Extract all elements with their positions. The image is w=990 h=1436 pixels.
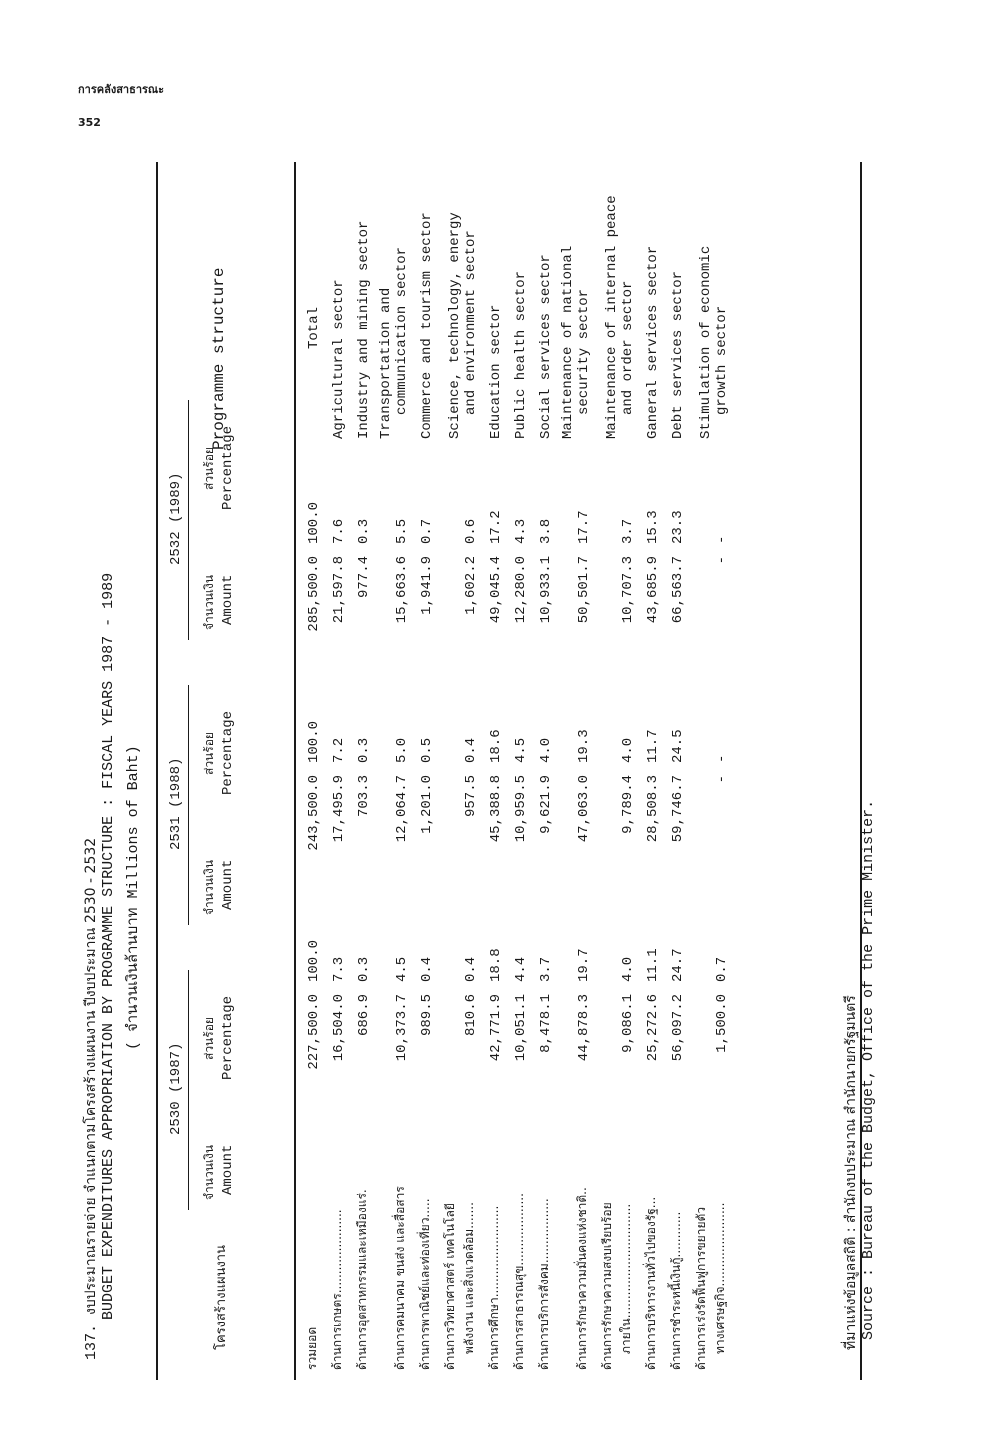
row-programme-label bbox=[413, 170, 438, 453]
rotated-table-page bbox=[60, 140, 880, 1380]
year-header-underline-2 bbox=[188, 400, 189, 640]
row-thai-line: ด้านการรักษาความมั่นคงแห่งชาติ.. bbox=[575, 1187, 589, 1370]
amount-cell: 16,504.0 bbox=[331, 994, 347, 1062]
percentage-header-0: Percentage bbox=[220, 995, 236, 1080]
row-thai-line: ด้านการสาธารณสุข................... bbox=[512, 1193, 526, 1370]
percentage-cell: 0.7 bbox=[714, 956, 730, 982]
row-thai-label bbox=[350, 1110, 375, 1370]
percentage-cell: 17.7 bbox=[576, 510, 592, 544]
amount-cell: 59,746.7 bbox=[670, 775, 686, 843]
row-thai-line: ด้านการชำระหนี้เงินกู้............ bbox=[669, 1211, 683, 1370]
percentage-cell: 4.4 bbox=[513, 956, 529, 982]
percentage-cell: 4.5 bbox=[513, 737, 529, 763]
percentage-cell: 18.8 bbox=[488, 948, 504, 982]
table-title-english: BUDGET EXPENDITURES APPROPRIATION BY PROGRAMME STRUCTURE : FISCAL YEARS 1987 - 1989 bbox=[100, 572, 117, 1320]
amount-cell: 8,478.1 bbox=[538, 994, 554, 1053]
percentage-cell: 0.4 bbox=[463, 737, 479, 763]
percentage-cell: 17.2 bbox=[488, 510, 504, 544]
percentage-cell: 100.0 bbox=[306, 501, 322, 544]
year-header-underline-1 bbox=[188, 685, 189, 925]
row-thai-label bbox=[595, 1110, 639, 1370]
source-english: Source : Bureau of the Budget, Office of the Prime Minister. bbox=[860, 799, 877, 1340]
top-rule bbox=[156, 162, 158, 1380]
programme-line: Maintenance of internal peace bbox=[604, 195, 620, 439]
table-row bbox=[532, 170, 557, 1370]
programme-line: Stimulation of economic bbox=[698, 245, 714, 439]
year-header-underline-0 bbox=[188, 970, 189, 1210]
amount-cell: 977.4 bbox=[356, 556, 372, 599]
year-header-1: 2531 (1988) bbox=[168, 757, 184, 850]
row-thai-line: ด้านการวิทยาศาสตร์ เทคโนโลยี bbox=[443, 1203, 457, 1370]
row-thai-label bbox=[413, 1110, 438, 1370]
amount-cell: 810.6 bbox=[463, 994, 479, 1037]
amount-cell: 1,201.0 bbox=[419, 775, 435, 834]
row-thai-line: ด้านการคมนาคม ขนส่ง และสื่อสาร bbox=[393, 1186, 407, 1370]
header-structure-thai: โครงสร้างแผนงาน bbox=[214, 1245, 229, 1350]
amount-cell: 227,500.0 bbox=[306, 994, 322, 1070]
table-row bbox=[350, 170, 375, 1370]
amount-cell: 9,621.9 bbox=[538, 775, 554, 834]
amount-header-thai-2: จำนวนเงิน bbox=[202, 574, 216, 630]
table-row bbox=[507, 170, 532, 1370]
table-unit: ( จำนวนเงินล้านบาท Millions of Baht) bbox=[125, 745, 142, 1050]
row-thai-label bbox=[482, 1110, 507, 1370]
row-programme-label bbox=[325, 170, 350, 453]
amount-cell: 989.5 bbox=[419, 994, 435, 1037]
percentage-cell: 4.0 bbox=[620, 956, 636, 982]
programme-line: Total bbox=[306, 306, 322, 349]
percentage-cell: 18.6 bbox=[488, 729, 504, 763]
percentage-cell: 15.3 bbox=[645, 510, 661, 544]
amount-header-thai-0: จำนวนเงิน bbox=[202, 1144, 216, 1200]
amount-cell: 17,495.9 bbox=[331, 775, 347, 843]
table-row bbox=[595, 170, 639, 1370]
percentage-header-thai-0: ส่วนร้อย bbox=[202, 1017, 216, 1060]
table-number: 137. bbox=[83, 1323, 100, 1360]
row-thai-line: ด้านการบริหารงานทั่วไปของรัฐ... bbox=[644, 1196, 658, 1370]
programme-line: Industry and mining sector bbox=[356, 220, 372, 439]
percentage-cell: 0.3 bbox=[356, 956, 372, 982]
amount-cell: 28,508.3 bbox=[645, 775, 661, 843]
row-thai-line: ด้านการเกษตร...................... bbox=[330, 1209, 344, 1370]
amount-cell: 10,051.1 bbox=[513, 994, 529, 1062]
row-thai-label bbox=[507, 1110, 532, 1370]
percentage-cell: 0.6 bbox=[463, 518, 479, 544]
amount-cell: 15,663.6 bbox=[394, 556, 410, 624]
amount-cell: 66,563.7 bbox=[670, 556, 686, 624]
row-thai-label bbox=[639, 1110, 664, 1370]
amount-cell: 43,685.9 bbox=[645, 556, 661, 624]
percentage-cell: - bbox=[714, 754, 730, 763]
table-row bbox=[482, 170, 507, 1370]
row-programme-label bbox=[595, 170, 639, 453]
percentage-cell: 23.3 bbox=[670, 510, 686, 544]
row-thai-line: ด้านการรักษาความสงบเรียบร้อย bbox=[600, 1202, 614, 1370]
amount-header-1: Amount bbox=[220, 859, 236, 910]
percentage-header-2: Percentage bbox=[220, 425, 236, 510]
programme-line: and environment sector bbox=[463, 230, 479, 415]
percentage-cell: 4.0 bbox=[620, 737, 636, 763]
row-thai-line: ด้านการบริการสังคม................. bbox=[537, 1198, 551, 1370]
amount-cell: 10,933.1 bbox=[538, 556, 554, 624]
row-thai-label bbox=[375, 1110, 413, 1370]
programme-line: Science, technology, energy bbox=[447, 212, 463, 439]
amount-cell: 12,064.7 bbox=[394, 775, 410, 843]
percentage-cell: 0.4 bbox=[463, 956, 479, 982]
percentage-cell: 0.3 bbox=[356, 518, 372, 544]
amount-cell: 45,388.8 bbox=[488, 775, 504, 843]
year-header-0: 2530 (1987) bbox=[168, 1042, 184, 1135]
amount-header-2: Amount bbox=[220, 574, 236, 625]
row-thai-line-2: พลังงาน และสิ่งแวดล้อม....... bbox=[462, 1202, 476, 1354]
row-thai-label bbox=[438, 1110, 482, 1370]
row-thai-line-2: ภายใน.............................. bbox=[619, 1203, 633, 1354]
percentage-cell: 0.3 bbox=[356, 737, 372, 763]
row-thai-line: ด้านการเร่งรัดฟื้นฟูการขยายตัว bbox=[694, 1206, 708, 1370]
programme-line: growth sector bbox=[714, 305, 730, 415]
table-row bbox=[300, 170, 325, 1370]
amount-cell: 1,602.2 bbox=[463, 556, 479, 615]
amount-cell: 10,373.7 bbox=[394, 994, 410, 1062]
row-programme-label bbox=[350, 170, 375, 453]
amount-cell: 25,272.6 bbox=[645, 994, 661, 1062]
amount-cell: 1,941.9 bbox=[419, 556, 435, 615]
percentage-cell: 24.5 bbox=[670, 729, 686, 763]
row-thai-label bbox=[532, 1110, 557, 1370]
row-thai-label bbox=[300, 1110, 325, 1370]
row-thai-line: ด้านการพาณิชย์และท่องเที่ยว..... bbox=[418, 1198, 432, 1370]
table-row bbox=[689, 170, 733, 1370]
amount-cell: 47,063.0 bbox=[576, 775, 592, 843]
percentage-cell: 5.0 bbox=[394, 737, 410, 763]
row-thai-line-2: ทางเศรษฐกิจ...................... bbox=[713, 1202, 727, 1354]
row-programme-label bbox=[300, 170, 325, 453]
table-row bbox=[664, 170, 689, 1370]
percentage-cell: 7.6 bbox=[331, 518, 347, 544]
row-programme-label bbox=[664, 170, 689, 453]
page-number: 352 bbox=[78, 116, 101, 129]
table-row bbox=[375, 170, 413, 1370]
percentage-cell: 19.3 bbox=[576, 729, 592, 763]
row-thai-line: ด้านการศึกษา........................ bbox=[487, 1205, 501, 1370]
amount-cell: 9,789.4 bbox=[620, 775, 636, 834]
amount-cell: 1,500.0 bbox=[714, 994, 730, 1053]
row-thai-label bbox=[325, 1110, 350, 1370]
percentage-cell: 3.7 bbox=[620, 518, 636, 544]
percentage-cell: 19.7 bbox=[576, 948, 592, 982]
programme-line: Social services sector bbox=[538, 254, 554, 439]
amount-header-0: Amount bbox=[220, 1144, 236, 1195]
amount-cell: 703.3 bbox=[356, 775, 372, 818]
amount-cell: 56,097.2 bbox=[670, 994, 686, 1062]
amount-cell: 44,878.3 bbox=[576, 994, 592, 1062]
percentage-cell: 0.5 bbox=[419, 737, 435, 763]
row-programme-label bbox=[482, 170, 507, 453]
budget-table bbox=[300, 170, 733, 1370]
programme-line: Education sector bbox=[488, 304, 504, 439]
programme-line: security sector bbox=[576, 288, 592, 415]
percentage-cell: 4.5 bbox=[394, 956, 410, 982]
amount-cell: - bbox=[714, 775, 730, 784]
row-programme-label bbox=[507, 170, 532, 453]
row-programme-label bbox=[557, 170, 595, 453]
row-programme-label bbox=[438, 170, 482, 453]
row-programme-label bbox=[639, 170, 664, 453]
programme-line: Debt services sector bbox=[670, 270, 686, 439]
year-header-2: 2532 (1989) bbox=[168, 472, 184, 565]
programme-line: Agricultural sector bbox=[331, 279, 347, 439]
percentage-cell: 11.1 bbox=[645, 948, 661, 982]
percentage-cell: - bbox=[714, 535, 730, 544]
row-thai-label bbox=[689, 1110, 733, 1370]
table-row bbox=[413, 170, 438, 1370]
table-title-thai: งบประมาณรายจ่าย จำแนกตามโครงสร้างแผนงาน ปีงบประมาณ 2530 - 2532 bbox=[83, 837, 99, 1315]
table-row bbox=[438, 170, 482, 1370]
amount-cell: 12,280.0 bbox=[513, 556, 529, 624]
header-programme-structure: Programme structure bbox=[210, 267, 228, 450]
programme-line: Ganeral services sector bbox=[645, 245, 661, 439]
programme-line: Public health sector bbox=[513, 270, 529, 439]
amount-cell: 42,771.9 bbox=[488, 994, 504, 1062]
amount-cell: 10,959.5 bbox=[513, 775, 529, 843]
amount-cell: 49,045.4 bbox=[488, 556, 504, 624]
amount-cell: 10,707.3 bbox=[620, 556, 636, 624]
amount-cell: 50,501.7 bbox=[576, 556, 592, 624]
percentage-header-thai-1: ส่วนร้อย bbox=[202, 732, 216, 775]
percentage-cell: 7.3 bbox=[331, 956, 347, 982]
row-programme-label bbox=[689, 170, 733, 453]
row-thai-label bbox=[664, 1110, 689, 1370]
programme-line: communication sector bbox=[394, 246, 410, 415]
percentage-cell: 4.3 bbox=[513, 518, 529, 544]
table-row bbox=[557, 170, 595, 1370]
amount-cell: 285,500.0 bbox=[306, 556, 322, 632]
row-thai-label bbox=[557, 1110, 595, 1370]
percentage-cell: 3.7 bbox=[538, 956, 554, 982]
source-thai: ที่มาแห่งข้อมูลสถิติ : สำนักงบประมาณ สำนักนายกรัฐมนตรี bbox=[843, 995, 859, 1350]
amount-cell: 9,086.1 bbox=[620, 994, 636, 1053]
percentage-cell: 7.2 bbox=[331, 737, 347, 763]
percentage-cell: 0.4 bbox=[419, 956, 435, 982]
percentage-cell: 0.7 bbox=[419, 518, 435, 544]
programme-line: Commerce and tourism sector bbox=[419, 212, 435, 439]
percentage-cell: 4.0 bbox=[538, 737, 554, 763]
amount-cell: 243,500.0 bbox=[306, 775, 322, 851]
running-head: การคลังสาธารณะ bbox=[78, 83, 165, 96]
amount-cell: - bbox=[714, 556, 730, 565]
percentage-header-1: Percentage bbox=[220, 710, 236, 795]
percentage-cell: 5.5 bbox=[394, 518, 410, 544]
programme-line: Maintenance of national bbox=[560, 245, 576, 439]
amount-cell: 21,597.8 bbox=[331, 556, 347, 624]
amount-cell: 957.5 bbox=[463, 775, 479, 818]
percentage-cell: 100.0 bbox=[306, 720, 322, 763]
percentage-cell: 24.7 bbox=[670, 948, 686, 982]
amount-header-thai-1: จำนวนเงิน bbox=[202, 859, 216, 915]
programme-line: Transportation and bbox=[378, 287, 394, 439]
percentage-cell: 100.0 bbox=[306, 939, 322, 982]
row-thai-line: รวมยอด bbox=[305, 1326, 319, 1370]
percentage-cell: 3.8 bbox=[538, 518, 554, 544]
row-programme-label bbox=[375, 170, 413, 453]
table-row bbox=[639, 170, 664, 1370]
table-row bbox=[325, 170, 350, 1370]
percentage-header-thai-2: ส่วนร้อย bbox=[202, 447, 216, 490]
header-rule bbox=[294, 162, 296, 1380]
percentage-cell: 11.7 bbox=[645, 729, 661, 763]
amount-cell: 686.9 bbox=[356, 994, 372, 1037]
programme-line: and order sector bbox=[620, 280, 636, 415]
row-thai-line: ด้านการอุตสาหกรรมและเหมืองแร่. bbox=[355, 1189, 369, 1370]
row-programme-label bbox=[532, 170, 557, 453]
